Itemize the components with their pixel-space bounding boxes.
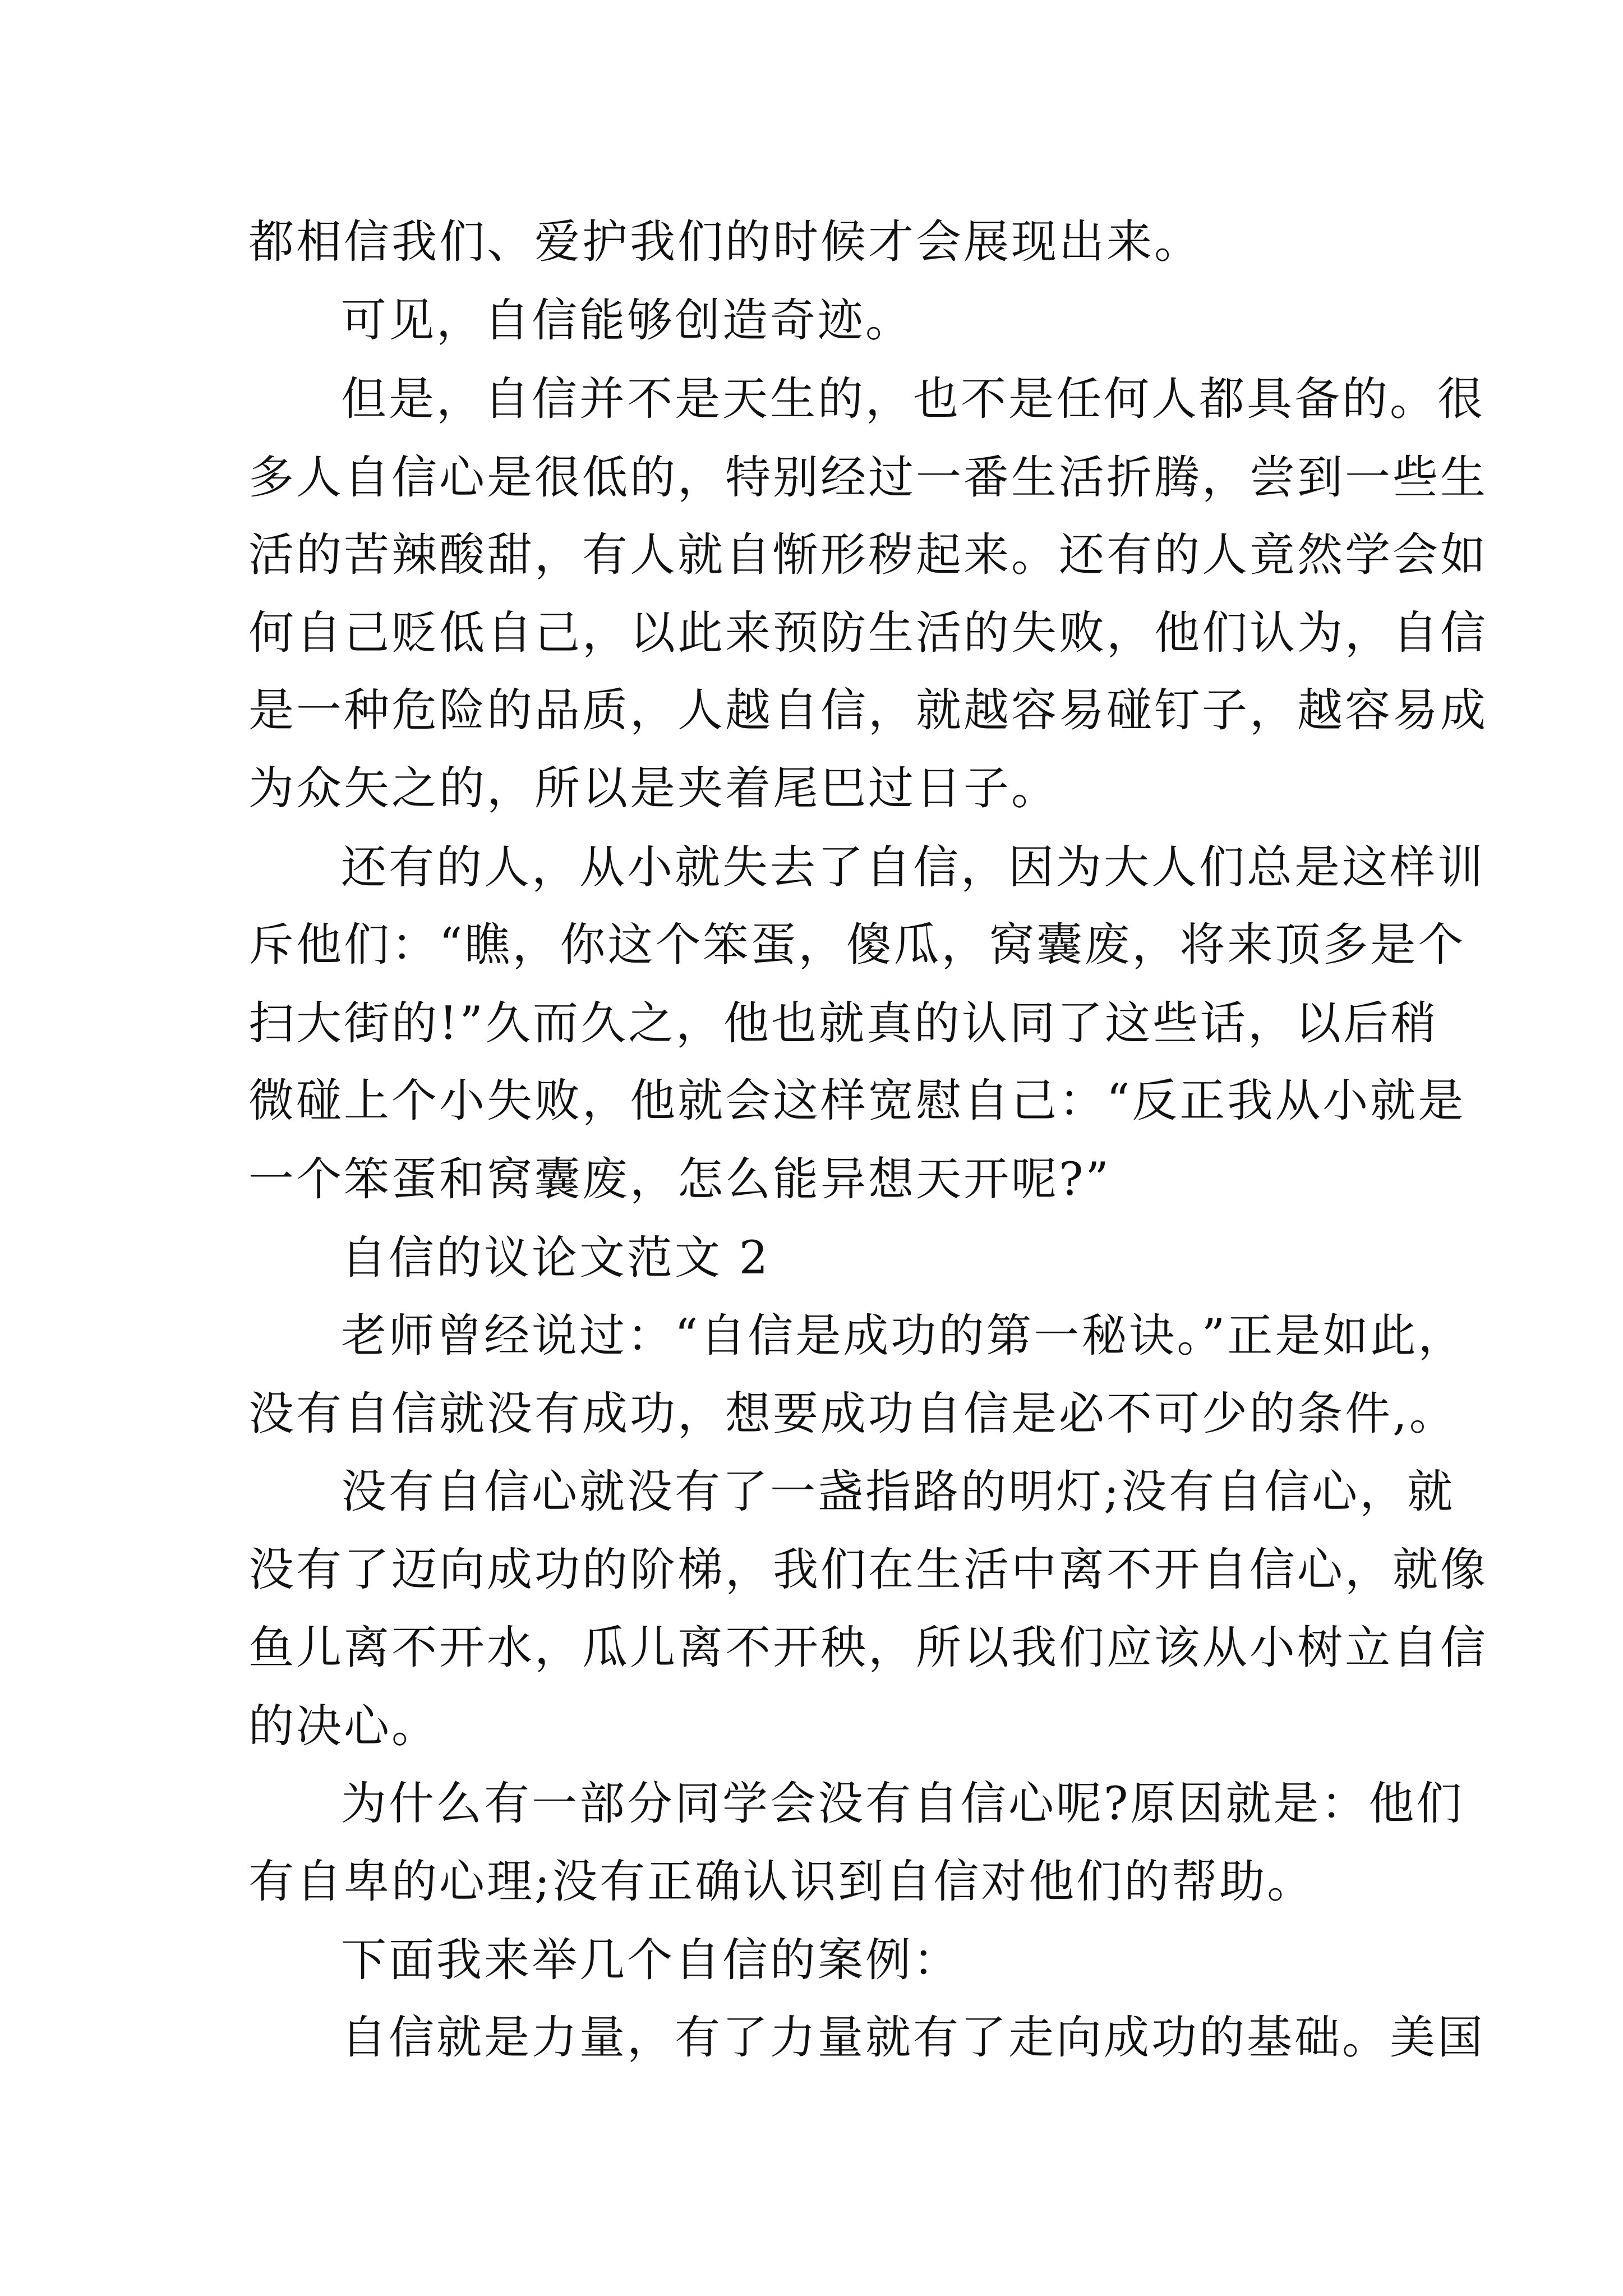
text-line: 没有自信就没有成功，想要成功自信是必不可少的条件,。 [248, 1388, 1457, 1441]
text-line: 老师曾经说过：“自信是成功的第一秘诀。”正是如此， [341, 1310, 1466, 1363]
text-line: 斥他们：“瞧，你这个笨蛋，傻瓜，窝囊废，将来顶多是个 [248, 919, 1466, 972]
text-line: 微碰上个小失败，他就会这样宽慰自己：“反正我从小就是 [248, 1075, 1466, 1128]
text-line: 何自己贬低自己，以此来预防生活的失败，他们认为，自信 [248, 607, 1488, 660]
text-line: 扫大街的!”久而久之，他也就真的认同了这些话，以后稍 [248, 997, 1438, 1050]
text-line: 是一种危险的品质，人越自信，就越容易碰钉子，越容易成 [248, 684, 1488, 737]
text-line: 还有的人，从小就失去了自信，因为大人们总是这样训 [341, 841, 1486, 894]
text-line: 没有自信心就没有了一盏指路的明灯;没有自信心，就 [341, 1466, 1455, 1519]
text-line: 没有了迈向成功的阶梯，我们在生活中离不开自信心，就像 [248, 1544, 1488, 1596]
text-line: 都相信我们、爱护我们的时候才会展现出来。 [248, 216, 1202, 269]
text-line: 自信就是力量，有了力量就有了走向成功的基础。美国 [341, 2012, 1486, 2064]
text-line: 为什么有一部分同学会没有自信心呢?原因就是：他们 [341, 1778, 1464, 1830]
text-line: 可见，自信能够创造奇迹。 [341, 295, 914, 347]
text-line: 活的苦辣酸甜，有人就自惭形秽起来。还有的人竟然学会如 [248, 529, 1488, 582]
section-heading: 自信的议论文范文 2 [341, 1232, 771, 1285]
text-line: 为众矢之的，所以是夹着尾巴过日子。 [248, 762, 1059, 815]
text-line: 多人自信心是很低的，特别经过一番生活折腾，尝到一些生 [248, 452, 1488, 504]
text-line: 的决心。 [248, 1700, 440, 1753]
text-line: 一个笨蛋和窝囊废，怎么能异想天开呢?” [248, 1153, 1111, 1206]
text-line: 下面我来举几个自信的案例： [341, 1934, 961, 1987]
text-line: 但是，自信并不是天生的，也不是任何人都具备的。很 [341, 373, 1486, 426]
text-line: 有自卑的心理;没有正确认识到自信对他们的帮助。 [248, 1856, 1315, 1908]
text-line: 鱼儿离不开水，瓜儿离不开秧，所以我们应该从小树立自信 [248, 1622, 1488, 1674]
